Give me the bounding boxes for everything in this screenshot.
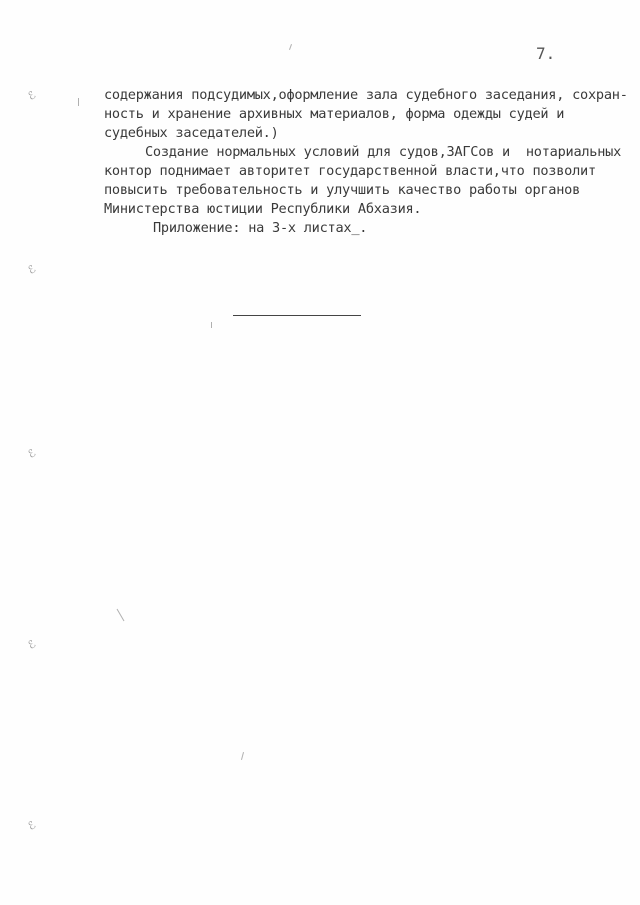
scan-speck [211, 322, 212, 328]
scan-speck [241, 752, 244, 760]
text-line: Министерства юстиции Республики Абхазия. [104, 201, 422, 217]
text-line: судебных заседателей.) [104, 125, 279, 141]
scan-speck [117, 609, 125, 622]
page-number: 7. [536, 44, 556, 63]
appendix-line: Приложение: на 3-х листах_. [153, 220, 368, 236]
punch-mark: ℰ [25, 446, 39, 461]
paragraph-start-line: Создание нормальных условий для судов,ЗАГСов и нотариальных [145, 144, 622, 160]
punch-mark: ℰ [25, 637, 39, 652]
punch-mark: ℰ [25, 88, 39, 103]
scan-speck [289, 44, 292, 50]
punch-mark: ℰ [25, 818, 39, 833]
text-line: повысить требовательность и улучшить качество работы органов [104, 182, 581, 198]
document-body [104, 86, 628, 238]
scan-speck [78, 98, 79, 106]
closing-rule [233, 315, 361, 316]
text-line: контор поднимает авторитет государственной власти,что позволит [104, 163, 596, 179]
text-line: ность и хранение архивных материалов, форма одежды судей и [104, 106, 565, 122]
text-line: содержания подсудимых,оформление зала судебного заседания, сохран- [104, 87, 628, 103]
punch-mark: ℰ [25, 262, 39, 277]
